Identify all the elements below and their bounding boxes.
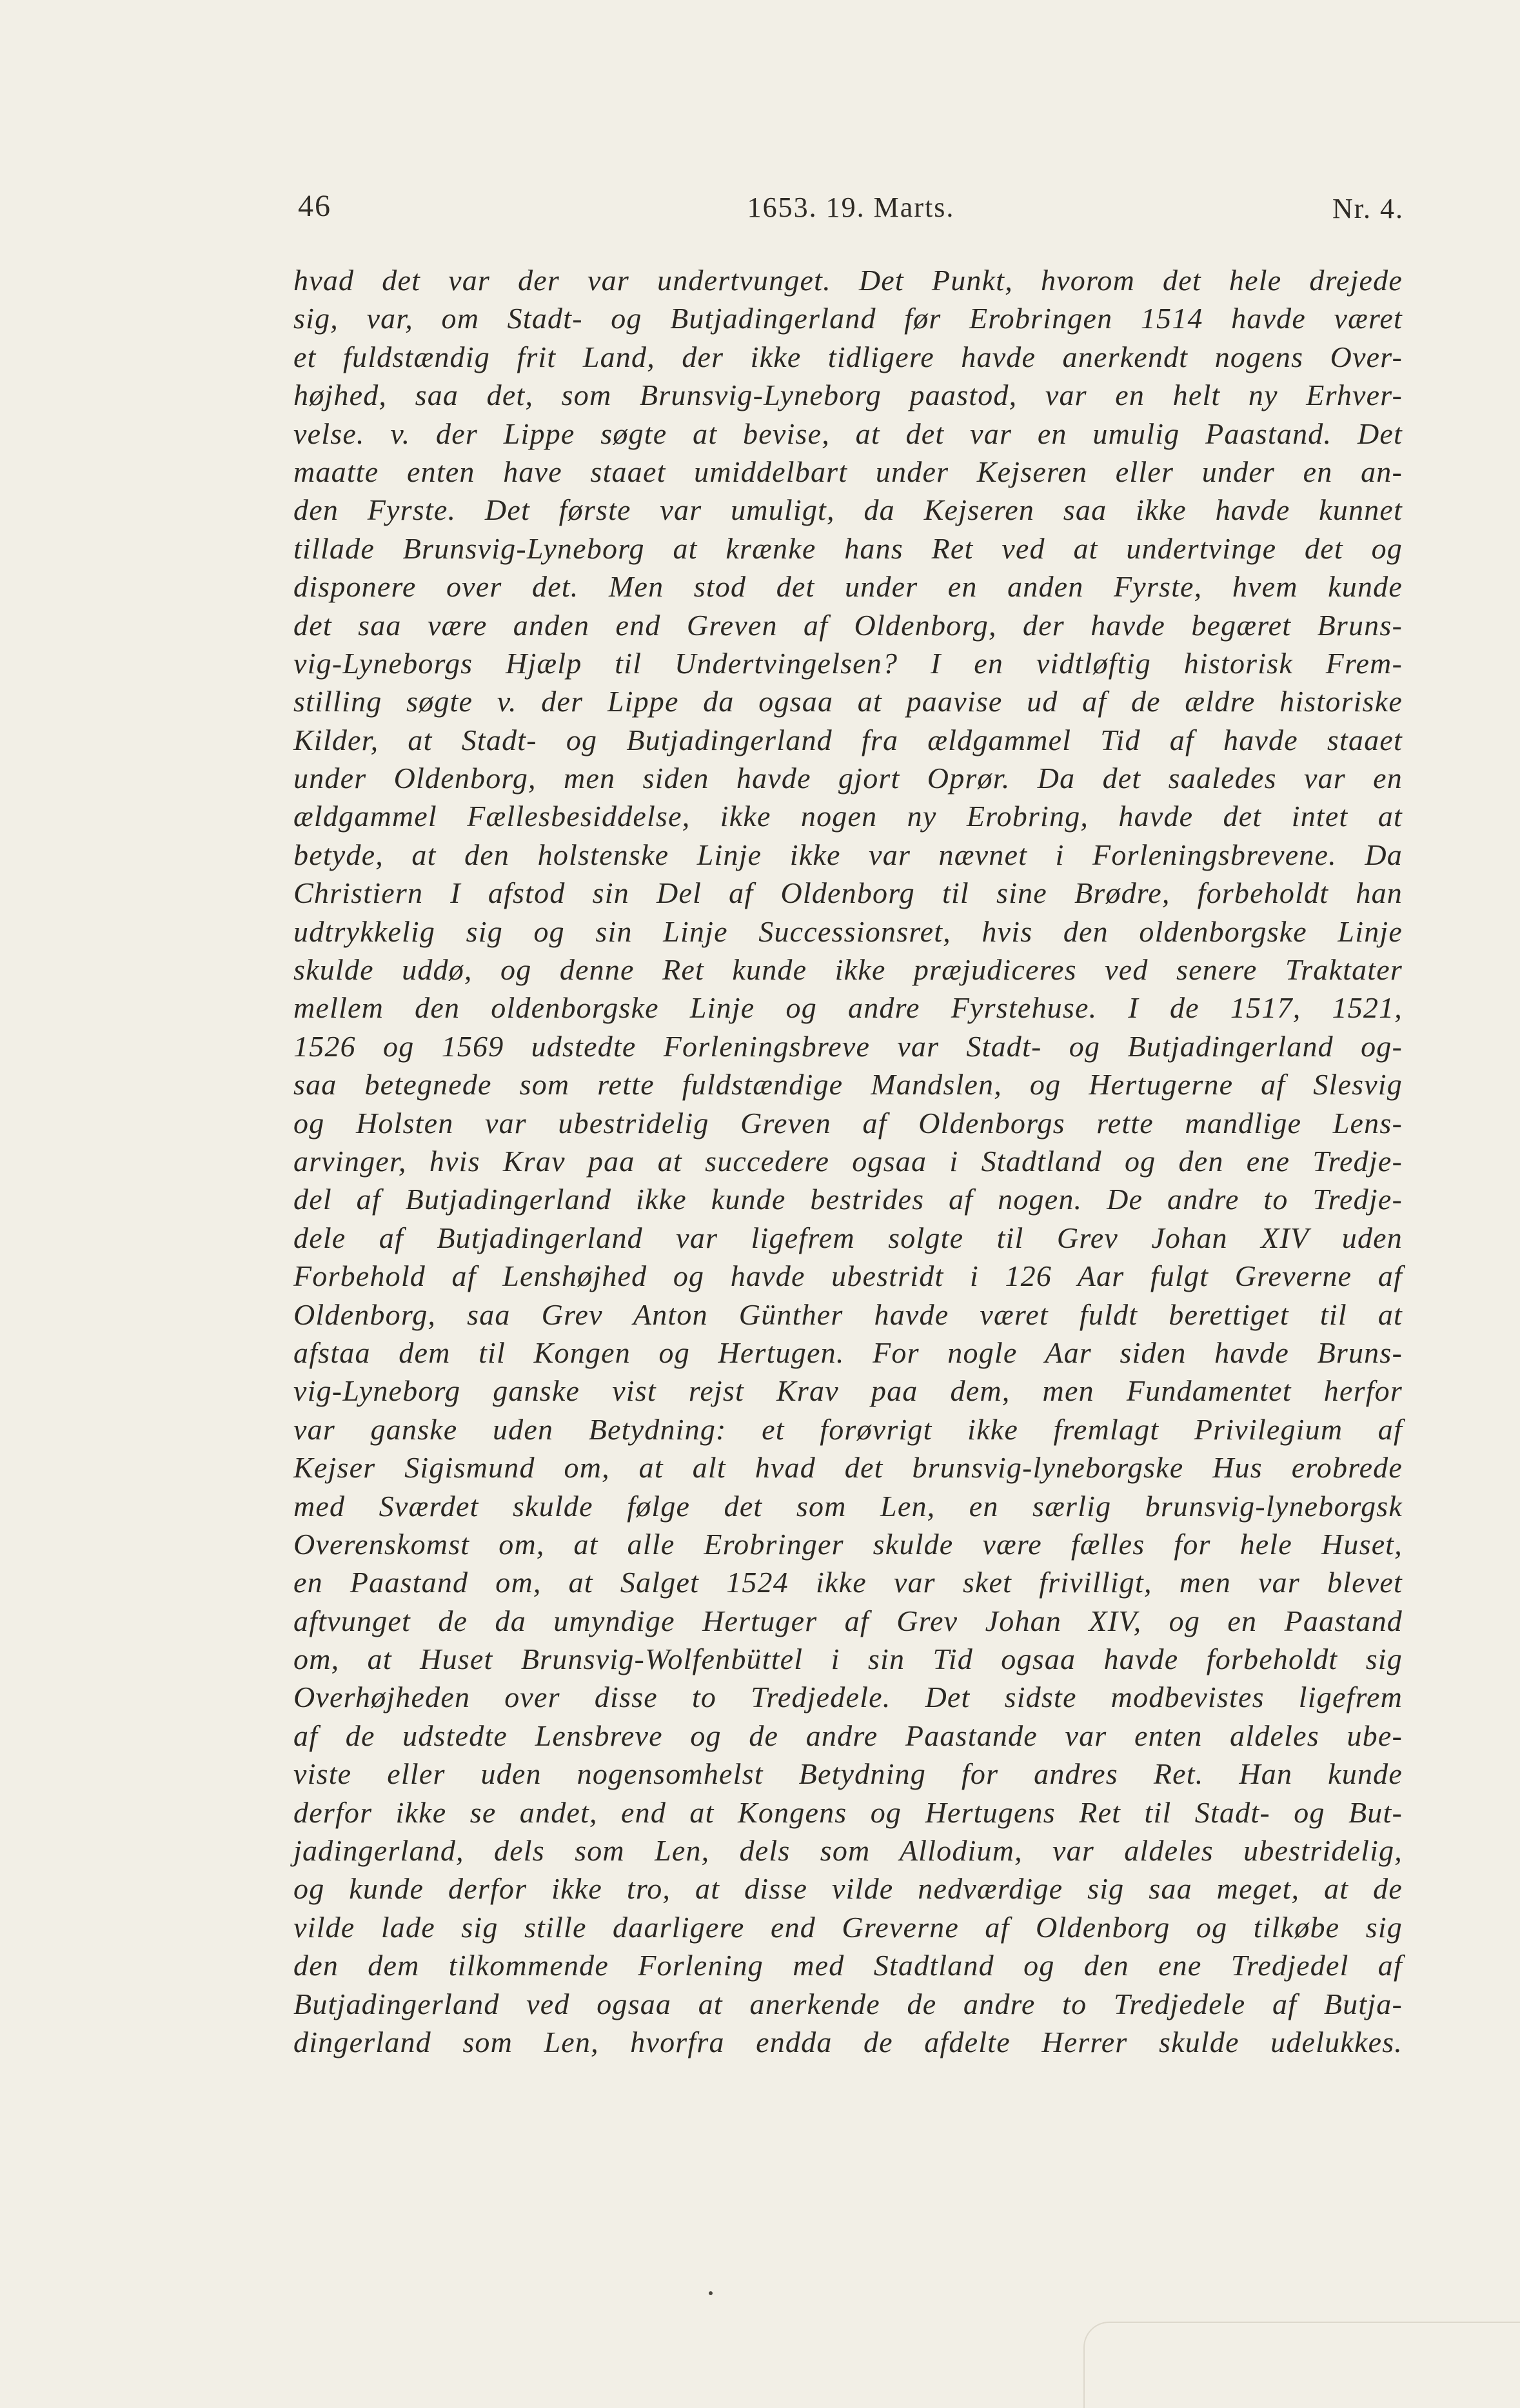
body-text: [293, 261, 1403, 2061]
text-line: og Holsten var ubestridelig Greven af Oldenborgs rette mandlige Lens-: [293, 1106, 1403, 1140]
running-header: [298, 188, 1404, 227]
text-line: var ganske uden Betydning: et forøvrigt ikke fremlagt Privilegium af: [293, 1412, 1403, 1446]
text-line: afstaa dem til Kongen og Hertugen. For nogle Aar siden havde Bruns-: [293, 1336, 1403, 1369]
text-line: disponere over det. Men stod det under en anden Fyrste, hvem kunde: [293, 570, 1403, 604]
text-line: Overhøjheden over disse to Tredjedele. Det sidste modbevistes ligefrem: [293, 1681, 1403, 1714]
text-line: hvad det var der var undertvunget. Det Punkt, hvorom det hele drejede: [293, 264, 1403, 297]
text-line: en Paastand om, at Salget 1524 ikke var sket frivilligt, men var blevet: [293, 1566, 1403, 1599]
header-date: 1653. 19. Marts.: [747, 192, 955, 223]
text-line: vilde lade sig stille daarligere end Greverne af Oldenborg og tilkøbe sig: [293, 1910, 1403, 1944]
text-line: sig, var, om Stadt- og Butjadingerland før Erobringen 1514 havde været: [293, 302, 1403, 335]
text-line: Kejser Sigismund om, at alt hvad det brunsvig-lyneborgske Hus erobrede: [293, 1451, 1403, 1485]
text-line: Christiern I afstod sin Del af Oldenborg til sine Brødre, forbeholdt han: [293, 876, 1403, 910]
text-line: arvinger, hvis Krav paa at succedere ogsaa i Stadtland og den ene Tredje-: [293, 1144, 1403, 1178]
text-line: Oldenborg, saa Grev Anton Günther havde været fuldt berettiget til at: [293, 1298, 1403, 1331]
text-line: aftvunget de da umyndige Hertuger af Grev Johan XIV, og en Paastand: [293, 1604, 1403, 1637]
text-line: betyde, at den holstenske Linje ikke var nævnet i Forleningsbrevene. Da: [293, 838, 1403, 871]
text-line: om, at Huset Brunsvig-Wolfenbüttel i sin Tid ogsaa havde forbeholdt sig: [293, 1643, 1403, 1676]
text-line: dele af Butjadingerland var ligefrem solgte til Grev Johan XIV uden: [293, 1221, 1403, 1254]
text-line: den dem tilkommende Forlening med Stadtland og den ene Tredjedel af: [293, 1949, 1403, 1982]
text-line: af de udstedte Lensbreve og de andre Paastande var enten aldeles ube-: [293, 1719, 1403, 1752]
text-line: mellem den oldenborgske Linje og andre Fyrstehuse. I de 1517, 1521,: [293, 991, 1403, 1025]
text-line: højhed, saa det, som Brunsvig-Lyneborg paastod, var en helt ny Erhver-: [293, 379, 1403, 412]
page-number: 46: [298, 189, 331, 223]
text-line: med Sværdet skulde følge det som Len, en særlig brunsvig-lyneborgsk: [293, 1489, 1403, 1523]
text-line: del af Butjadingerland ikke kunde bestrides af nogen. De andre to Tredje-: [293, 1183, 1403, 1216]
text-line: det saa være anden end Greven af Oldenborg, der havde begæret Bruns-: [293, 608, 1403, 642]
text-line: den Fyrste. Det første var umuligt, da Kejseren saa ikke havde kunnet: [293, 493, 1403, 527]
text-line: saa betegnede som rette fuldstændige Mandslen, og Hertugerne af Slesvig: [293, 1068, 1403, 1101]
text-line: maatte enten have staaet umiddelbart under Kejseren eller under en an-: [293, 455, 1403, 488]
document-number: Nr. 4.: [1332, 193, 1404, 224]
text-line: vig-Lyneborg ganske vist rejst Krav paa dem, men Fundamentet herfor: [293, 1374, 1403, 1408]
text-line: viste eller uden nogensomhelst Betydning for andres Ret. Han kunde: [293, 1757, 1403, 1791]
text-line: derfor ikke se andet, end at Kongens og Hertugens Ret til Stadt- og But-: [293, 1795, 1403, 1829]
text-line: Overenskomst om, at alle Erobringer skulde være fælles for hele Huset,: [293, 1527, 1403, 1561]
text-line: stilling søgte v. der Lippe da ogsaa at paavise ud af de ældre historiske: [293, 685, 1403, 718]
paper-edge-mark: [1083, 2322, 1520, 2408]
text-line: et fuldstændig frit Land, der ikke tidligere havde anerkendt nogens Over-: [293, 340, 1403, 373]
ink-speck: [709, 2291, 713, 2295]
text-line: Forbehold af Lenshøjhed og havde ubestridt i 126 Aar fulgt Greverne af: [293, 1259, 1403, 1293]
text-line: 1526 og 1569 udstedte Forleningsbreve var Stadt- og Butjadingerland og-: [293, 1029, 1403, 1063]
text-line: udtrykkelig sig og sin Linje Successionsret, hvis den oldenborgske Linje: [293, 914, 1403, 948]
text-line: dingerland som Len, hvorfra endda de afdelte Herrer skulde udelukkes.: [293, 2025, 1403, 2058]
text-line: skulde uddø, og denne Ret kunde ikke præjudiceres ved senere Traktater: [293, 953, 1403, 987]
text-line: og kunde derfor ikke tro, at disse vilde nedværdige sig saa meget, at de: [293, 1872, 1403, 1906]
text-line: Butjadingerland ved ogsaa at anerkende de andre to Tredjedele af Butja-: [293, 1987, 1403, 2020]
text-line: tillade Brunsvig-Lyneborg at krænke hans Ret ved at undertvinge det og: [293, 531, 1403, 565]
text-line: under Oldenborg, men siden havde gjort Oprør. Da det saaledes var en: [293, 762, 1403, 795]
text-line: velse. v. der Lippe søgte at bevise, at det var en umulig Paastand. Det: [293, 417, 1403, 450]
text-line: vig-Lyneborgs Hjælp til Undertvingelsen? I en vidtløftig historisk Frem-: [293, 646, 1403, 680]
text-line: ældgammel Fællesbesiddelse, ikke nogen ny Erobring, havde det intet at: [293, 800, 1403, 833]
text-line: Kilder, at Stadt- og Butjadingerland fra ældgammel Tid af havde staaet: [293, 723, 1403, 756]
text-line: jadingerland, dels som Len, dels som Allodium, var aldeles ubestridelig,: [293, 1834, 1403, 1868]
